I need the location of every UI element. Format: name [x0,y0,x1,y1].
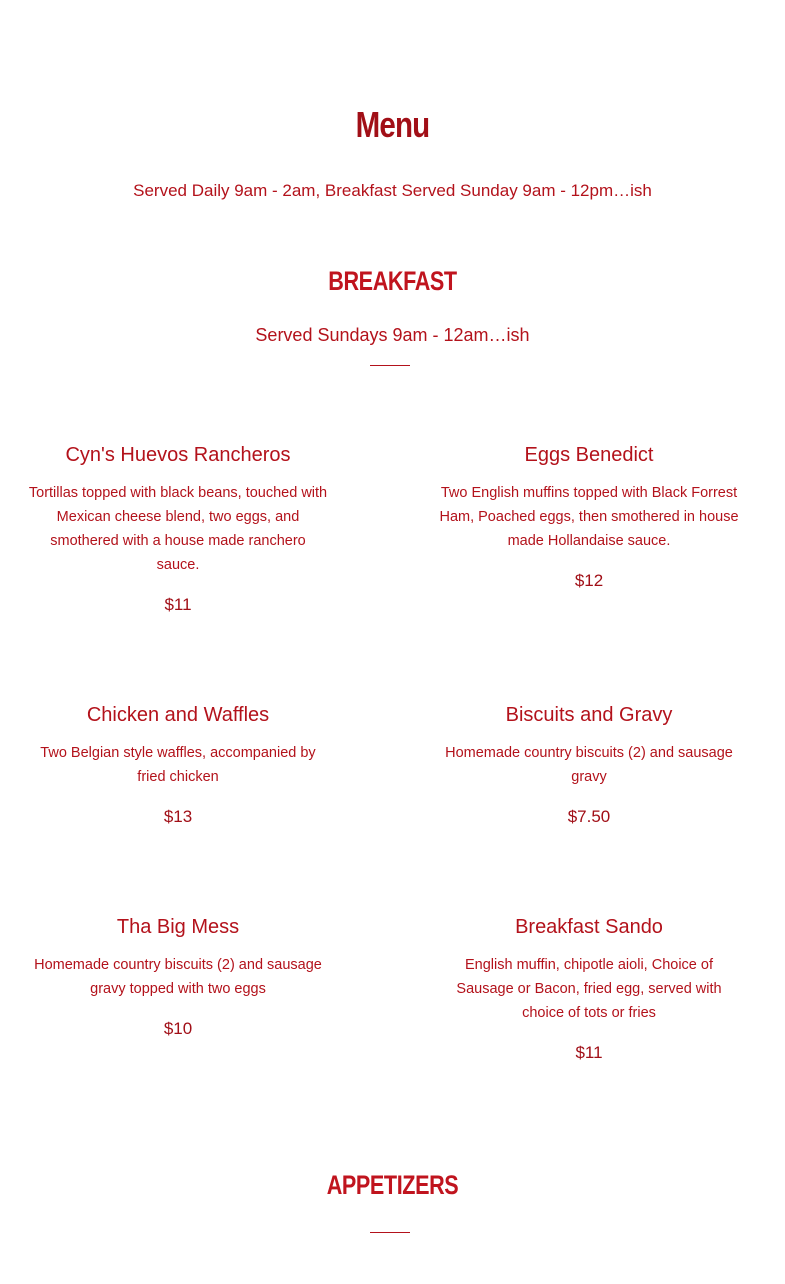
menu-item [439,703,739,829]
menu-item-name: Cyn's Huevos Rancheros [65,444,291,466]
menu-item [28,915,328,1041]
menu-item-description: Two Belgian style waffles, accompanied by fried chicken [40,745,316,785]
menu-item-price: $10 [163,1019,193,1038]
menu-item-name: Breakfast Sando [515,916,663,938]
menu-item-price: $12 [574,571,604,590]
menu-item [28,443,328,617]
menu-item-description: Homemade country biscuits (2) and sausage gravy [445,745,733,785]
menu-item-price: $7.50 [567,807,611,826]
section-title-breakfast: BREAKFAST [328,266,457,296]
section-title-appetizers: APPETIZERS [326,1170,459,1200]
section-divider [370,365,410,366]
menu-item-description: Two English muffins topped with Black Forrest Ham, Poached eggs, then smothered in house made Hollandaise sauce. [439,485,739,549]
menu-item-price: $11 [575,1043,603,1062]
menu-item-price: $13 [163,807,193,826]
menu-item [439,443,739,593]
menu-item-name: Eggs Benedict [524,444,654,466]
page-title: Menu [355,104,430,145]
menu-item-name: Chicken and Waffles [86,704,270,726]
menu-item-price: $11 [164,595,192,614]
menu-item-description: English muffin, chipotle aioli, Choice of Sausage or Bacon, fried egg, served with choice of tots or fries [456,957,722,1021]
menu-item-name: Biscuits and Gravy [505,704,673,726]
menu-item [439,915,739,1065]
section-divider [370,1232,410,1233]
menu-item-name: Tha Big Mess [116,916,240,938]
menu-item [28,703,328,829]
breakfast-hours-note: Served Sundays 9am - 12am…ish [255,325,530,345]
menu-item-description: Homemade country biscuits (2) and sausage gravy topped with two eggs [34,957,322,997]
service-hours: Served Daily 9am - 2am, Breakfast Served Sunday 9am - 12pm…ish [133,181,652,200]
menu-item-description: Tortillas topped with black beans, touched with Mexican cheese blend, two eggs, and smothered with a house made ranchero sauce. [28,485,328,573]
